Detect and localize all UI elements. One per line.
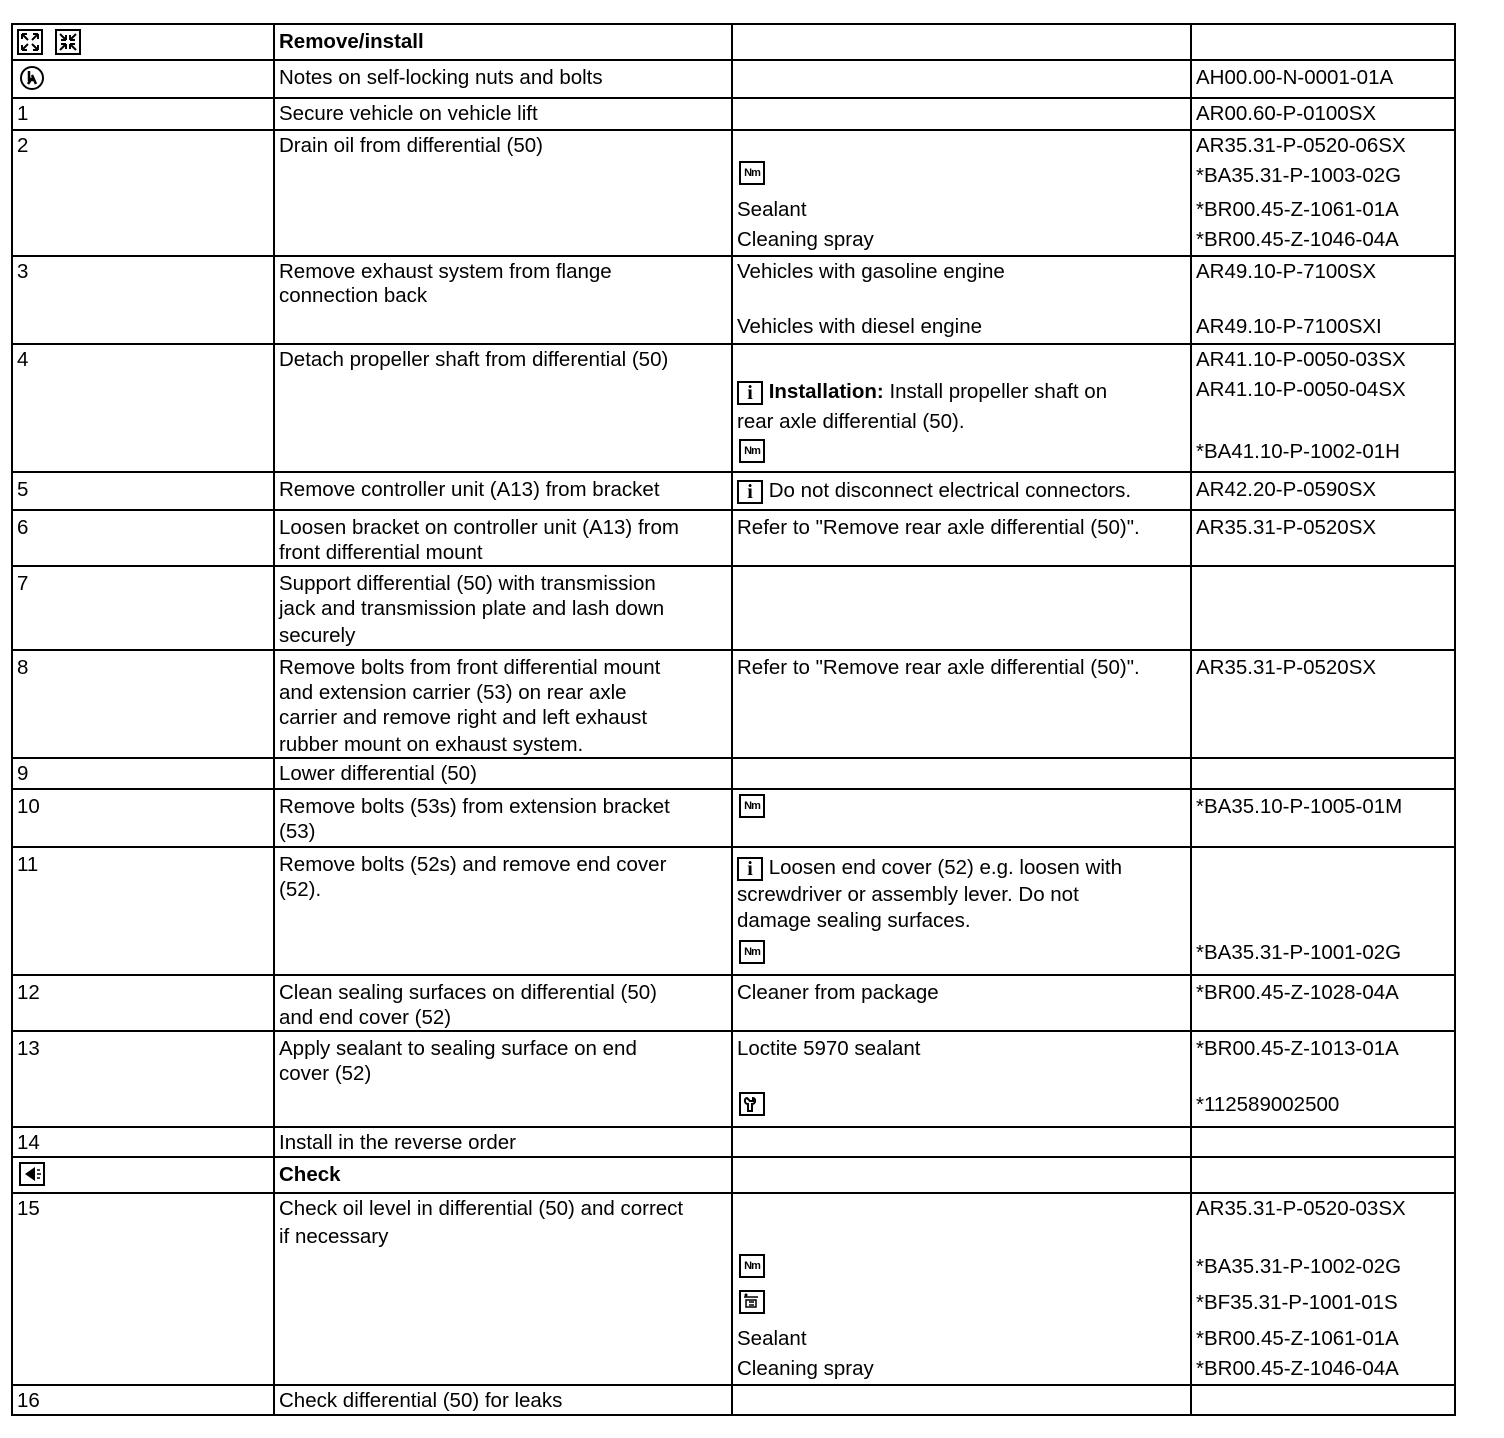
info-text: Vehicles with diesel engine: [737, 315, 983, 338]
table-row: [12, 1127, 1455, 1157]
step-text: securely: [279, 624, 356, 647]
torque-nm-icon[interactable]: Nm: [739, 940, 765, 964]
step-number: 5: [17, 478, 29, 501]
step-text: Lower differential (50): [279, 762, 477, 785]
step-text: connection back: [279, 284, 428, 307]
info-text: Refer to "Remove rear axle differential (50)".: [737, 656, 1140, 679]
table-row: [12, 566, 1455, 650]
info-text: damage sealing surfaces.: [737, 909, 971, 932]
step-text: Remove bolts (53s) from extension bracket: [279, 795, 670, 818]
step-text: Remove bolts (52s) and remove end cover: [279, 853, 667, 876]
info-text: screwdriver or assembly lever. Do not: [737, 883, 1079, 906]
step-text: jack and transmission plate and lash down: [279, 597, 665, 620]
info-text: Do not disconnect electrical connectors.: [768, 479, 1132, 502]
step-text: (53): [279, 820, 316, 843]
ref-link[interactable]: *BA35.31-P-1001-02G: [1196, 941, 1402, 964]
step-number: 3: [17, 260, 29, 283]
ref-link[interactable]: *BR00.45-Z-1046-04A: [1196, 1357, 1399, 1380]
table-row: [12, 758, 1455, 789]
ref-link[interactable]: AR49.10-P-7100SXI: [1196, 315, 1382, 338]
info-text: Sealant: [737, 198, 807, 221]
ref-link[interactable]: *BA35.10-P-1005-01M: [1196, 795, 1403, 818]
note-text: Notes on self-locking nuts and bolts: [279, 66, 603, 89]
info-text: Cleaning spray: [737, 228, 874, 251]
page-title: Remove/install: [279, 30, 424, 53]
step-number: 4: [17, 348, 29, 371]
step-text: Remove bolts from front differential mount: [279, 656, 661, 679]
table-row: [12, 1031, 1455, 1127]
table-row: [12, 650, 1455, 758]
info-text: Vehicles with gasoline engine: [737, 260, 1005, 283]
oil-icon[interactable]: [739, 1290, 765, 1314]
torque-nm-icon[interactable]: Nm: [739, 1254, 765, 1278]
table-row: [12, 789, 1455, 847]
note-icon[interactable]: [19, 65, 45, 91]
step-number: 15: [17, 1197, 40, 1220]
step-number: 8: [17, 656, 29, 679]
ref-link[interactable]: *BR00.45-Z-1013-01A: [1196, 1037, 1399, 1060]
table-row: [12, 98, 1455, 130]
check-title: Check: [279, 1163, 341, 1186]
ref-link[interactable]: *BR00.45-Z-1046-04A: [1196, 228, 1399, 251]
info-bold-label: Installation:: [768, 380, 884, 403]
info-text: Sealant: [737, 1327, 807, 1350]
step-number: 9: [17, 762, 29, 785]
step-text: Drain oil from differential (50): [279, 134, 543, 157]
step-text: cover (52): [279, 1062, 372, 1085]
step-text: if necessary: [279, 1225, 389, 1248]
table-header-row: [12, 24, 1455, 60]
step-text: (52).: [279, 878, 322, 901]
step-text: Check differential (50) for leaks: [279, 1389, 563, 1412]
ref-link[interactable]: *BR00.45-Z-1028-04A: [1196, 981, 1399, 1004]
ref-link[interactable]: *BA41.10-P-1002-01H: [1196, 440, 1400, 463]
step-number: 1: [17, 102, 29, 125]
check-header-row: [12, 1157, 1455, 1193]
step-text: and extension carrier (53) on rear axle: [279, 681, 627, 704]
step-text: Check oil level in differential (50) and correct: [279, 1197, 684, 1220]
info-icon[interactable]: i: [737, 857, 763, 881]
info-text: Cleaning spray: [737, 1357, 874, 1380]
header-icons-cell: [12, 24, 274, 60]
table-row: [12, 975, 1455, 1031]
step-text: Loosen bracket on controller unit (A13) from: [279, 516, 679, 539]
ref-link[interactable]: AR35.31-P-0520-06SX: [1196, 134, 1406, 157]
table-row: [12, 472, 1455, 510]
step-number: 7: [17, 572, 29, 595]
ref-link[interactable]: AR41.10-P-0050-03SX: [1196, 348, 1406, 371]
table-row: [12, 510, 1455, 566]
step-text: Support differential (50) with transmission: [279, 572, 656, 595]
table-row: [12, 847, 1455, 975]
step-number: 12: [17, 981, 40, 1004]
step-text: and end cover (52): [279, 1006, 452, 1029]
info-text: Refer to "Remove rear axle differential (50)".: [737, 516, 1140, 539]
ref-link[interactable]: AR42.20-P-0590SX: [1196, 478, 1377, 501]
ref-link[interactable]: AR49.10-P-7100SX: [1196, 260, 1377, 283]
ref-link[interactable]: *112589002500: [1196, 1093, 1340, 1116]
table-row: [12, 1193, 1455, 1385]
ref-link[interactable]: AR35.31-P-0520-03SX: [1196, 1197, 1406, 1220]
ref-link[interactable]: AR35.31-P-0520SX: [1196, 516, 1377, 539]
table-row: [12, 1385, 1455, 1415]
ref-link[interactable]: *BA35.31-P-1002-02G: [1196, 1255, 1402, 1278]
step-text: carrier and remove right and left exhaust: [279, 706, 648, 729]
torque-nm-icon[interactable]: Nm: [739, 161, 765, 185]
step-text: Remove exhaust system from flange: [279, 260, 612, 283]
info-icon[interactable]: i: [737, 480, 763, 504]
step-text: rubber mount on exhaust system.: [279, 733, 584, 756]
note-ref-link[interactable]: AH00.00-N-0001-01A: [1196, 66, 1394, 89]
step-number: 14: [17, 1131, 40, 1154]
check-icon[interactable]: [19, 1162, 45, 1186]
header-title-cell: [274, 24, 732, 60]
info-icon[interactable]: i: [737, 381, 763, 405]
step-text: Detach propeller shaft from differential (50): [279, 348, 669, 371]
collapse-icon[interactable]: [55, 29, 81, 55]
step-text: Remove controller unit (A13) from bracket: [279, 478, 660, 501]
info-text: rear axle differential (50).: [737, 410, 965, 433]
ref-link[interactable]: *BA35.31-P-1003-02G: [1196, 164, 1402, 187]
step-number: 11: [17, 853, 39, 876]
step-number: 2: [17, 134, 29, 157]
ref-link[interactable]: *BF35.31-P-1001-01S: [1196, 1291, 1398, 1314]
info-text: Cleaner from package: [737, 981, 939, 1004]
ref-link[interactable]: AR41.10-P-0050-04SX: [1196, 378, 1406, 401]
procedure-table: [11, 23, 1456, 1416]
expand-icon[interactable]: [17, 29, 43, 55]
step-number: 13: [17, 1037, 40, 1060]
info-text: Install propeller shaft on: [889, 380, 1108, 403]
torque-nm-icon[interactable]: Nm: [739, 794, 765, 818]
step-text: Install in the reverse order: [279, 1131, 517, 1154]
note-row: [12, 60, 1455, 98]
info-text: Loosen end cover (52) e.g. loosen with: [768, 856, 1122, 879]
ref-link[interactable]: *BR00.45-Z-1061-01A: [1196, 198, 1399, 221]
step-number: 6: [17, 516, 29, 539]
table-row: [12, 344, 1455, 472]
info-text: Loctite 5970 sealant: [737, 1037, 921, 1060]
step-number: 10: [17, 795, 40, 818]
table-row: [12, 256, 1455, 344]
step-text: Clean sealing surfaces on differential (50): [279, 981, 657, 1004]
step-number: 16: [17, 1389, 40, 1412]
table-row: [12, 130, 1455, 256]
special-tool-icon[interactable]: [739, 1092, 765, 1116]
ref-link[interactable]: *BR00.45-Z-1061-01A: [1196, 1327, 1399, 1350]
step-text: Secure vehicle on vehicle lift: [279, 102, 538, 125]
step-text: Apply sealant to sealing surface on end: [279, 1037, 637, 1060]
torque-nm-icon[interactable]: Nm: [739, 439, 765, 463]
step-text: front differential mount: [279, 541, 483, 564]
ref-link[interactable]: AR00.60-P-0100SX: [1196, 102, 1377, 125]
ref-link[interactable]: AR35.31-P-0520SX: [1196, 656, 1377, 679]
